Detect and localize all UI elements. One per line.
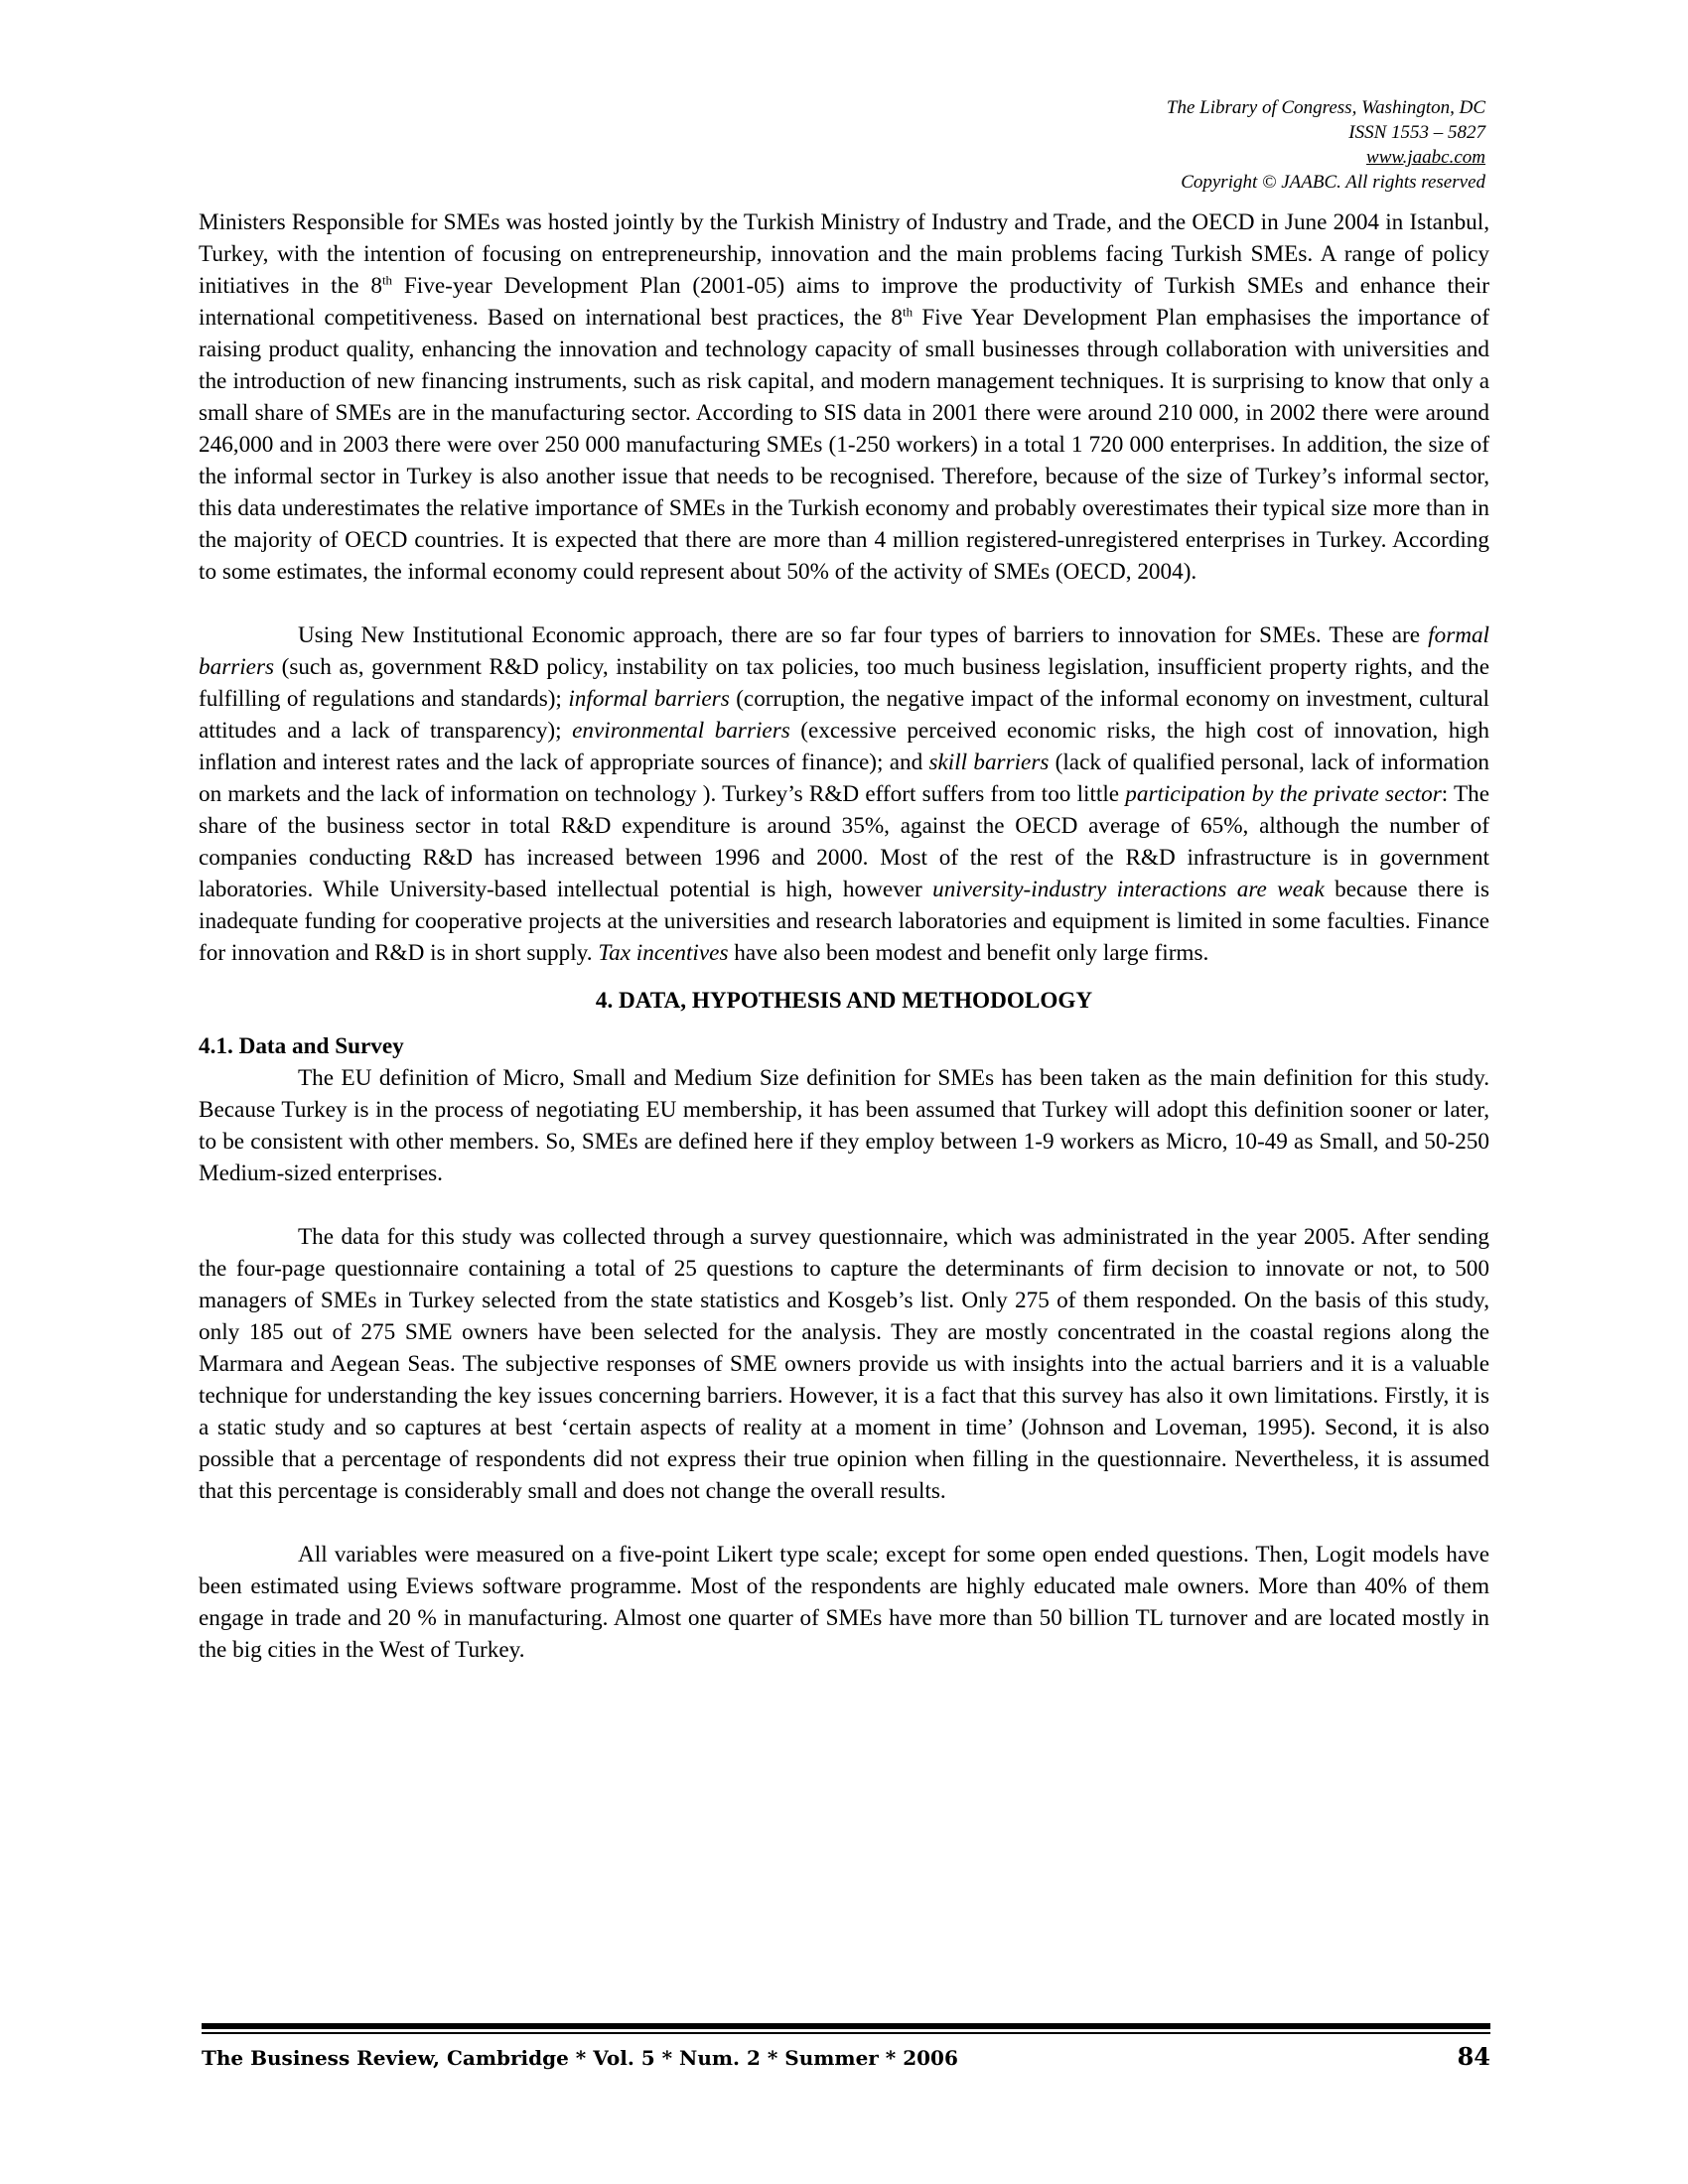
- footer-journal-info: The Business Review, Cambridge * Vol. 5 * Num. 2 * Summer * 2006: [202, 2046, 958, 2070]
- paragraph-sme-policy: Ministers Responsible for SMEs was hosted jointly by the Turkish Ministry of Industry and Trade, and the OECD in June 2004 in Istanbul, Turkey, with the intention of focusing on entrepreneurship, innovation and the main problems facing Turkish SMEs. A range of policy initiatives in the 8th Five-year Development Plan (2001-05) aims to improve the productivity of Turkish SMEs and enhance their international competitiveness. Based on international best practices, the 8th Five Year Development Plan emphasises the importance of raising product quality, enhancing the innovation and technology capacity of small businesses through collaboration with universities and the introduction of new financing instruments, such as risk capital, and modern management techniques. It is surprising to know that only a small share of SMEs are in the manufacturing sector. According to SIS data in 2001 there were around 210 000, in 2002 there were around 246,000 and in 2003 there were over 250 000 manufacturing SMEs (1-250 workers) in a total 1 720 000 enterprises. In addition, the size of the informal sector in Turkey is also another issue that needs to be recognised. Therefore, because of the size of Turkey’s informal sector, this data underestimates the relative importance of SMEs in the Turkish economy and probably overestimates their typical size more than in the majority of OECD countries. It is expected that there are more than 4 million registered-unregistered enterprises in Turkey. According to some estimates, the informal economy could represent about 50% of the activity of SMEs (OECD, 2004).: [199, 209, 1489, 585]
- page-number: 84: [1457, 2042, 1490, 2071]
- header-issn: ISSN 1553 – 5827: [1348, 122, 1485, 143]
- header-library: The Library of Congress, Washington, DC: [1166, 97, 1485, 118]
- paragraph-survey: The data for this study was collected through a survey questionnaire, which was administrated in the year 2005. After sending the four-page questionnaire containing a total of 25 questions to capture the determinants of firm decision to innovate or not, to 500 managers of SMEs in Turkey selected from the state statistics and Kosgeb’s list. Only 275 of them responded. On the basis of this study, only 185 out of 275 SME owners have been selected for the analysis. They are mostly concentrated in the coastal regions along the Marmara and Aegean Seas. The subjective responses of SME owners provide us with insights into the actual barriers and it is a valuable technique for understanding the key issues concerning barriers. However, it is a fact that this survey has also it own limitations. Firstly, it is a static study and so captures at best ‘certain aspects of reality at a moment in time’ (Johnson and Loveman, 1995). Second, it is also possible that a percentage of respondents did not express their true opinion when filling in the questionnaire. Nevertheless, it is assumed that this percentage is considerably small and does not change the overall results.: [199, 1224, 1489, 1504]
- header-copyright: Copyright © JAABC. All rights reserved: [1181, 172, 1485, 193]
- article-body: [199, 206, 1489, 1666]
- footer-rule-thick: [202, 2023, 1490, 2029]
- journal-header: [1167, 95, 1485, 195]
- footer-rule-thin: [202, 2032, 1490, 2034]
- paragraph-eu-definition: The EU definition of Micro, Small and Medium Size definition for SMEs has been taken as the main definition for this study. Because Turkey is in the process of negotiating EU membership, it has been assumed that Turkey will adopt this definition sooner or later, to be consistent with other members. So, SMEs are defined here if they employ between 1-9 workers as Micro, 10-49 as Small, and 50-250 Medium-sized enterprises.: [199, 1065, 1489, 1186]
- section-title: 4. DATA, HYPOTHESIS AND METHODOLOGY: [595, 988, 1093, 1014]
- header-website-link[interactable]: www.jaabc.com: [1366, 147, 1485, 168]
- subsection-title: 4.1. Data and Survey: [199, 1033, 404, 1059]
- paragraph-barriers: Using New Institutional Economic approach, there are so far four types of barriers to innovation for SMEs. These are formal barriers (such as, government R&D policy, instability on tax policies, too much business legislation, insufficient property rights, and the fulfilling of regulations and standards); informal barriers (corruption, the negative impact of the informal economy on investment, cultural attitudes and a lack of transparency); environmental barriers (excessive perceived economic risks, the high cost of innovation, high inflation and interest rates and the lack of appropriate sources of finance); and skill barriers (lack of qualified personal, lack of information on markets and the lack of information on technology ). Turkey’s R&D effort suffers from too little participation by the private sector: The share of the business sector in total R&D expenditure is around 35%, against the OECD average of 65%, although the number of companies conducting R&D has increased between 1996 and 2000. Most of the rest of the R&D infrastructure is in government laboratories. While University-based intellectual potential is high, however university-industry interactions are weak because there is inadequate funding for cooperative projects at the universities and research laboratories and equipment is limited in some faculties. Finance for innovation and R&D is in short supply. Tax incentives have also been modest and benefit only large firms.: [199, 622, 1489, 966]
- page-footer: [202, 2042, 1490, 2071]
- paragraph-variables: All variables were measured on a five-point Likert type scale; except for some open ended questions. Then, Logit models have been estimated using Eviews software programme. Most of the respondents are highly educated male owners. More than 40% of them engage in trade and 20 % in manufacturing. Almost one quarter of SMEs have more than 50 billion TL turnover and are located mostly in the big cities in the West of Turkey.: [199, 1542, 1489, 1663]
